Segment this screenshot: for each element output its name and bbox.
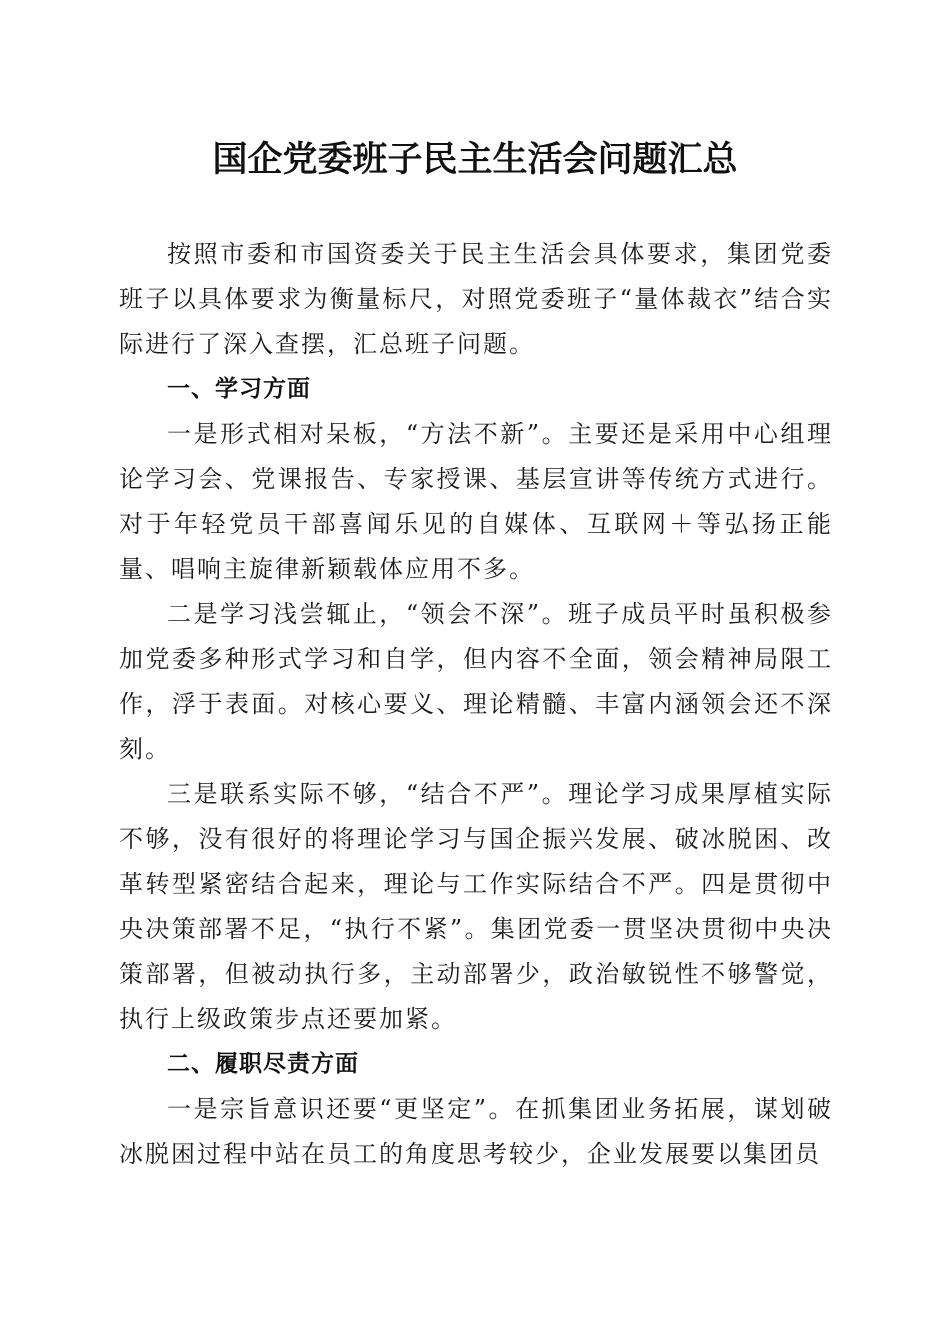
- study-issue-3: 三是联系实际不够，“结合不严”。理论学习成果厚植实际不够，没有很好的将理论学习与国企振兴发展、破冰脱困、改革转型紧密结合起来，理论与工作实际结合不严。四是贯彻中央决策部署不足，“执行不紧”。集团党委一贯坚决贯彻中央决策部署，但被动执行多，主动部署少，政治敏锐性不够警觉，执行上级政策步点还要加紧。: [119, 780, 833, 1033]
- document-body: [119, 232, 833, 1177]
- duty-issue-1: 一是宗旨意识还要“更坚定”。在抓集团业务拓展，谋划破冰脱困过程中站在员工的角度思考较少，企业发展要以集团员: [119, 1095, 833, 1168]
- intro-paragraph: 按照市委和市国资委关于民主生活会具体要求，集团党委班子以具体要求为衡量标尺，对照党委班子“量体裁衣”结合实际进行了深入查摆，汇总班子问题。: [119, 240, 833, 358]
- study-issue-2: 二是学习浅尝辄止，“领会不深”。班子成员平时虽积极参加党委多种形式学习和自学，但内容不全面，领会精神局限工作，浮于表面。对核心要义、理论精髓、丰富内涵领会还不深刻。: [119, 600, 833, 763]
- section-heading-duty: 二、履职尽责方面: [167, 1051, 359, 1077]
- document-title: 国企党委班子民主生活会问题汇总: [212, 139, 738, 180]
- study-issue-1: 一是形式相对呆板，“方法不新”。主要还是采用中心组理论学习会、党课报告、专家授课、基层宣讲等传统方式进行。对于年轻党员干部喜闻乐见的自媒体、互联网＋等弘扬正能量、唱响主旋律新颖载体应用不多。: [119, 420, 833, 583]
- section-heading-study: 一、学习方面: [167, 376, 311, 402]
